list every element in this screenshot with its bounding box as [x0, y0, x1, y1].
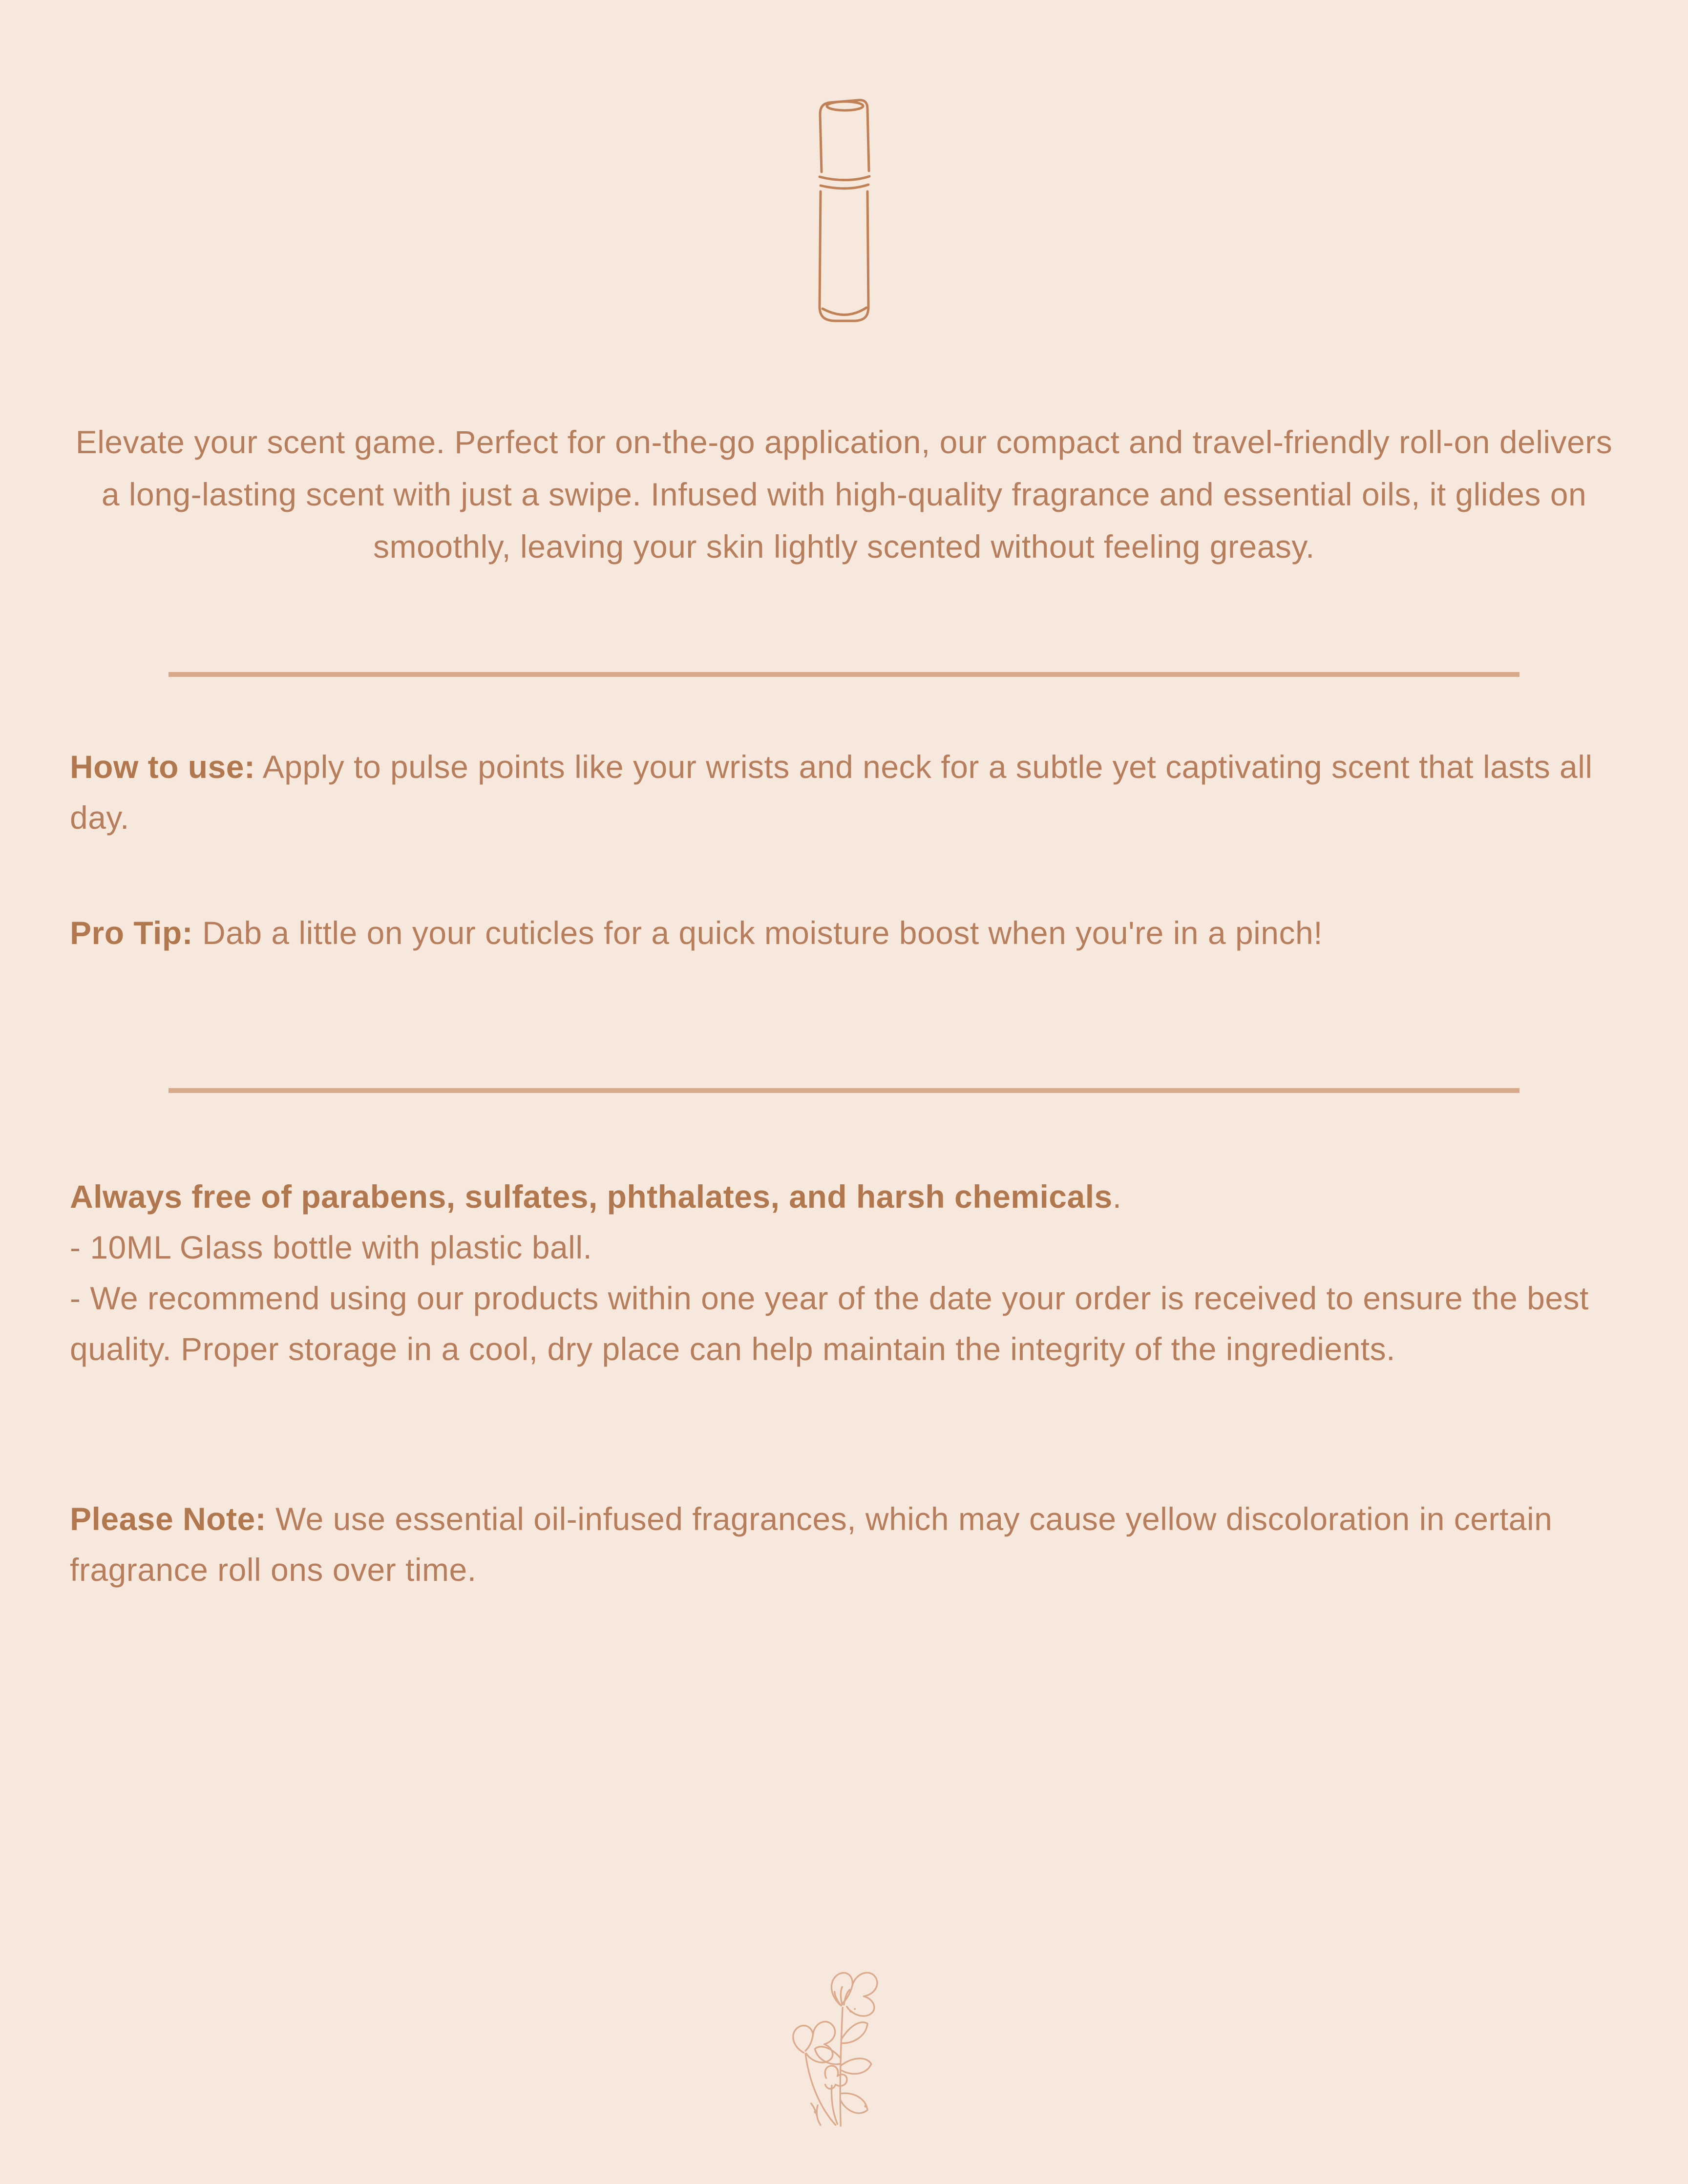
pro-tip-text: Dab a little on your cuticles for a quick moisture boost when you're in a pinch!	[202, 915, 1323, 951]
product-details-section	[70, 1171, 1617, 1374]
details-bullet-shelf-life: - We recommend using our products within one year of the date your order is received to ensure the best quality. Proper storage in a cool, dry place can help maintain the integrity of the ingredients.	[70, 1280, 1589, 1367]
how-to-use-text: Apply to pulse points like your wrists and neck for a subtle yet captivating scent that lasts all day.	[70, 749, 1593, 836]
divider-top	[169, 672, 1519, 677]
details-heading-line	[70, 1171, 1617, 1222]
details-bullet-bottle: - 10ML Glass bottle with plastic ball.	[70, 1229, 592, 1265]
please-note-label: Please Note:	[70, 1501, 267, 1537]
divider-bottom	[169, 1088, 1519, 1093]
floral-icon	[771, 1962, 893, 2131]
details-heading: Always free of parabens, sulfates, phthalates, and harsh chemicals	[70, 1178, 1113, 1215]
roll-on-bottle-icon	[815, 96, 873, 325]
please-note-section	[70, 1493, 1617, 1595]
how-to-use-section	[70, 741, 1617, 843]
details-heading-period: .	[1112, 1178, 1122, 1215]
intro-paragraph: Elevate your scent game. Perfect for on-the-go application, our compact and travel-friendly roll-on delivers a long-lasting scent with just a swipe. Infused with high-quality fragrance and essential oils, it glides on smoothly, leaving your skin lightly scented without feeling greasy.	[75, 424, 1613, 565]
please-note-text: We use essential oil-infused fragrances, which may cause yellow discoloration in certain fragrance roll ons over time.	[70, 1501, 1553, 1588]
how-to-use-label: How to use:	[70, 749, 255, 785]
pro-tip-label: Pro Tip:	[70, 915, 193, 951]
pro-tip-section	[70, 907, 1617, 958]
